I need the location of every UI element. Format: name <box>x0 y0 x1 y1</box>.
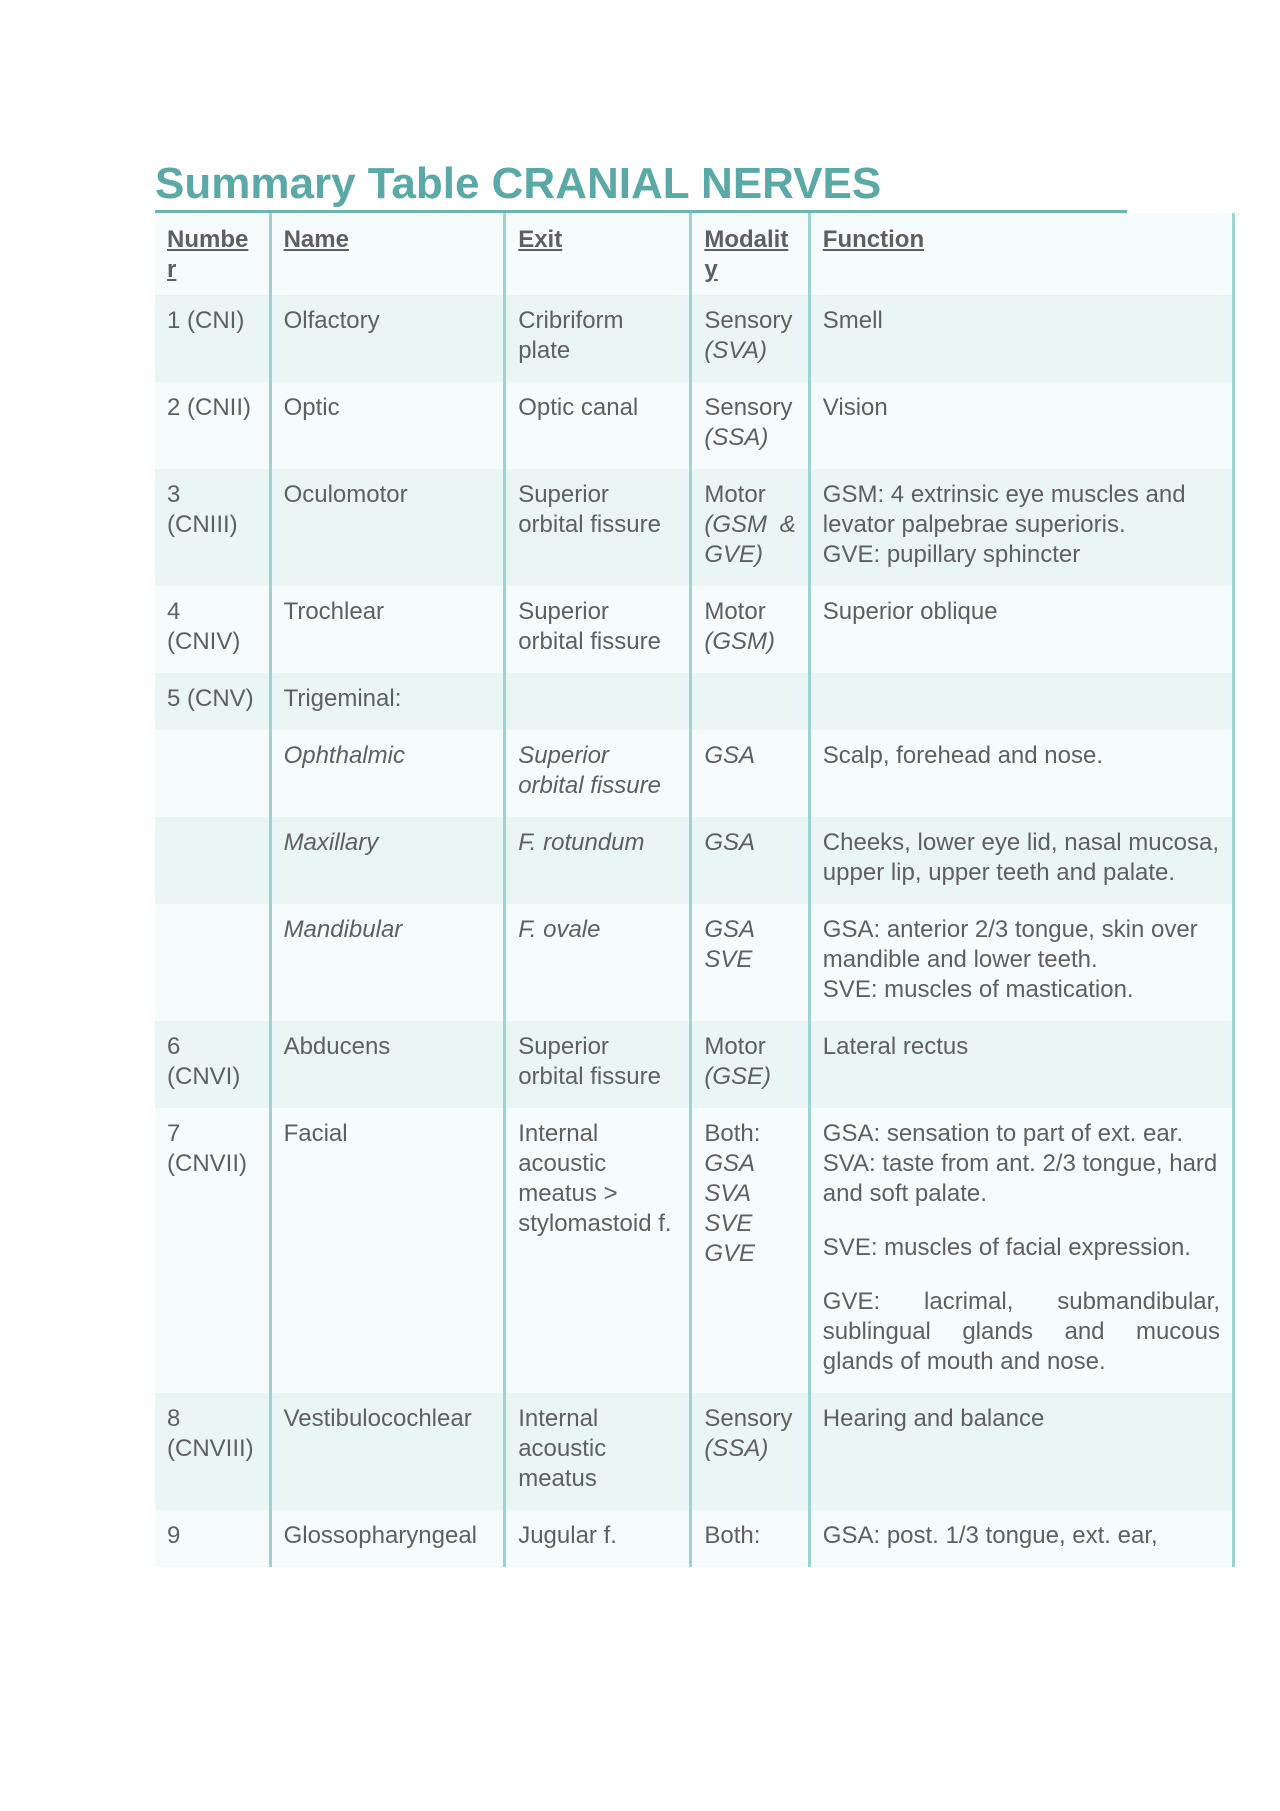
cell-exit: Superior orbital fissure <box>505 1021 691 1108</box>
cell-exit: Optic canal <box>505 382 691 469</box>
cell-name: Olfactory <box>270 295 505 382</box>
cell-name: Maxillary <box>270 817 505 904</box>
header-function: Function <box>809 213 1233 295</box>
cell-name: Trochlear <box>270 586 505 673</box>
cell-function <box>809 586 1233 673</box>
function-text: GVE: lacrimal, submandibular, sublingual glands and mucous glands of mouth and nose. <box>822 1288 1220 1375</box>
cell-number <box>155 817 270 904</box>
function-text: GSA: anterior 2/3 tongue, skin over mandible and lower teeth. <box>822 916 1198 973</box>
cell-exit: F. rotundum <box>505 817 691 904</box>
cell-exit: Internal acoustic meatus <box>505 1393 691 1510</box>
cell-number: 5 (CNV) <box>167 685 254 712</box>
modality-code: (SSA) <box>704 424 769 451</box>
cell-function <box>809 904 1233 1021</box>
function-text: SVE: muscles of facial expression. <box>822 1234 1191 1261</box>
modality-code: SVE <box>704 946 753 973</box>
table-header-row <box>155 213 1234 295</box>
cell-modality <box>691 904 809 1021</box>
function-text: SVE: muscles of mastication. <box>822 976 1134 1003</box>
function-text: Superior oblique <box>822 598 998 625</box>
cell-function <box>809 1510 1233 1567</box>
cell-function <box>809 382 1233 469</box>
cell-number <box>155 730 270 817</box>
cell-modality <box>691 673 809 730</box>
table-row <box>155 1393 1234 1510</box>
cell-exit: Superior orbital fissure <box>505 469 691 586</box>
cell-exit: Jugular f. <box>505 1510 691 1567</box>
cell-number: 4 (CNIV) <box>167 598 241 655</box>
table-row <box>155 1108 1234 1393</box>
function-text: Lateral rectus <box>822 1033 969 1060</box>
modality-type: Both: <box>704 1120 761 1147</box>
cell-function <box>809 817 1233 904</box>
cell-function <box>809 1021 1233 1108</box>
cell-exit: F. ovale <box>505 904 691 1021</box>
page-bottom-margin <box>0 1651 1280 1811</box>
function-text: Smell <box>822 307 883 334</box>
modality-type: Motor <box>704 481 766 508</box>
cell-function <box>809 1393 1233 1510</box>
modality-code: (SSA) <box>704 1435 769 1462</box>
function-text: GVE: pupillary sphincter <box>822 541 1081 568</box>
cell-number: 6 (CNVI) <box>167 1033 241 1090</box>
table-row <box>155 1510 1234 1567</box>
cell-name: Oculomotor <box>270 469 505 586</box>
cell-name: Glossopharyngeal <box>270 1510 505 1567</box>
function-text: GSM: 4 extrinsic eye muscles and levator palpebrae superioris. <box>822 481 1186 538</box>
cell-function <box>809 295 1233 382</box>
modality-type: Sensory <box>704 394 793 421</box>
cell-modality <box>691 1021 809 1108</box>
function-text: Cheeks, lower eye lid, nasal mucosa, upper lip, upper teeth and palate. <box>822 829 1219 886</box>
header-exit: Exit <box>505 213 691 295</box>
cell-number: 2 (CNII) <box>167 394 251 421</box>
modality-code: GVE <box>704 1240 756 1267</box>
header-name: Name <box>270 213 505 295</box>
cell-name: Abducens <box>270 1021 505 1108</box>
modality-type: Motor <box>704 1033 766 1060</box>
cell-number: 8 (CNVIII) <box>167 1405 254 1462</box>
function-text: Vision <box>822 394 888 421</box>
cell-number: 9 <box>167 1522 181 1549</box>
function-text: Scalp, forehead and nose. <box>822 742 1104 769</box>
function-text: SVA: taste from ant. 2/3 tongue, hard and soft palate. <box>822 1150 1218 1207</box>
modality-type: Sensory <box>704 1405 793 1432</box>
cell-modality <box>691 382 809 469</box>
cell-function <box>809 730 1233 817</box>
cell-exit <box>505 673 691 730</box>
table-row <box>155 817 1234 904</box>
cell-function <box>809 673 1233 730</box>
cell-number: 1 (CNI) <box>167 307 245 334</box>
header-number: Number <box>167 226 249 283</box>
page-title: Summary Table CRANIAL NERVES <box>155 158 1127 213</box>
modality-code: GSA <box>704 916 756 943</box>
cell-name: Facial <box>270 1108 505 1393</box>
table-row <box>155 586 1234 673</box>
modality-type: Both: <box>704 1522 761 1549</box>
cranial-nerves-table <box>155 213 1235 1567</box>
table-row <box>155 673 1234 730</box>
modality-code: GSA <box>704 1150 756 1177</box>
cell-modality: GSA <box>691 730 809 817</box>
function-text: Hearing and balance <box>822 1405 1045 1432</box>
modality-type: Sensory <box>704 307 793 334</box>
cell-modality: GSA <box>691 817 809 904</box>
cell-number: 3 (CNIII) <box>167 481 238 538</box>
cell-function <box>809 469 1233 586</box>
cell-name: Ophthalmic <box>270 730 505 817</box>
function-text: GSA: sensation to part of ext. ear. <box>822 1120 1183 1147</box>
table-row <box>155 382 1234 469</box>
modality-code: (GSE) <box>704 1063 772 1090</box>
modality-code: (GSM & GVE) <box>704 511 796 568</box>
cell-exit: Cribriform plate <box>505 295 691 382</box>
cell-modality <box>691 469 809 586</box>
table-row <box>155 295 1234 382</box>
cell-modality <box>691 1108 809 1393</box>
cell-function <box>809 1108 1233 1393</box>
table-row <box>155 730 1234 817</box>
cell-modality <box>691 295 809 382</box>
modality-code: (SVA) <box>704 337 768 364</box>
cell-modality <box>691 1393 809 1510</box>
cell-number: 7 (CNVII) <box>167 1120 247 1177</box>
modality-code: SVA <box>704 1180 752 1207</box>
cell-name: Optic <box>270 382 505 469</box>
header-modality: Modality <box>691 213 809 295</box>
modality-code: SVE <box>704 1210 753 1237</box>
table-row <box>155 469 1234 586</box>
cell-name: Mandibular <box>270 904 505 1021</box>
cell-name: Trigeminal: <box>270 673 505 730</box>
cell-number <box>155 904 270 1021</box>
table-row <box>155 904 1234 1021</box>
table-row <box>155 1021 1234 1108</box>
cell-exit: Superior orbital fissure <box>505 730 691 817</box>
modality-type: Motor <box>704 598 766 625</box>
cell-exit: Internal acoustic meatus > stylomastoid f. <box>505 1108 691 1393</box>
cell-exit: Superior orbital fissure <box>505 586 691 673</box>
cell-modality <box>691 1510 809 1567</box>
modality-code: (GSM) <box>704 628 775 655</box>
cell-modality <box>691 586 809 673</box>
function-text: GSA: post. 1/3 tongue, ext. ear, <box>822 1522 1158 1549</box>
cell-name: Vestibulocochlear <box>270 1393 505 1510</box>
